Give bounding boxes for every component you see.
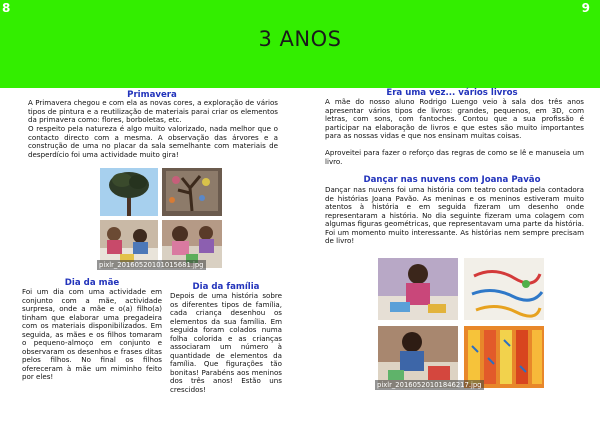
joana-paragraph: Dançar nas nuvens foi uma história com teatro contada pela contadora de histórias Joana Pavão. As meninas e os meninos estiveram muito atentos à história e em seguida fizeram um desenho onde representaram a história. No dia seguinte fizeram uma colagem com algumas figuras geométricas, que representavam uma parte da história. Foi um momento muito interessante. As histórias nem sempre precisam de livro! (325, 185, 584, 245)
livros-heading: Era uma vez... vários livros (386, 88, 518, 98)
page-number-right: 9 (581, 1, 590, 15)
livros-paragraph-2: Aproveitei para fazer o reforço das regras de como se lê e manuseia um livro. (325, 148, 584, 166)
joana-photo-collage (378, 258, 544, 388)
primavera-paragraph-2: O respeito pela natureza é algo muito valorizado, nada melhor que o contacto directo com a mesma. A observação das árvores e a construção de uma no placar da sala semelhante com materiais de desperdício foi uma actividade muito gira! (28, 124, 278, 159)
photo-drawings (464, 258, 544, 320)
photo-tree (100, 168, 158, 216)
primavera-photo-caption: pixlr_20160520101015681.jpg (99, 261, 204, 269)
primavera-paragraph-1: A Primavera chegou e com ela as novas cores, a exploração de vários tipos de pintura e a reutilização de materiais parai criar os elementos da primavera como: flores, borboletas, etc. (28, 98, 278, 124)
joana-heading: Dançar nas nuvens com Joana Pavão (363, 175, 541, 185)
dia-mae-paragraph: Foi um dia com uma actividade em conjunto com a mãe, actividade surpresa, onde a mãe e o(a) filho(a) tinham que elaborar uma pregadeira com os materiais disponibilizados. Em seguida, as mães e os filhos tomaram o pequeno-almoço em conjunto e observaram os desenhos e frases ditas pelos filhos. No final os filhos ofereceram à mãe um miminho feito por eles! (22, 287, 162, 381)
photo-colored-shapes (464, 326, 544, 388)
joana-photo-caption: pixlr_20160520101846217.jpg (377, 381, 482, 389)
page-number-left: 8 (2, 1, 11, 15)
primavera-heading: Primavera (127, 90, 177, 100)
dia-familia-paragraph: Depois de uma história sobre os diferentes tipos de família, cada criança desenhou os elementos da sua família. Em seguida foram colados numa folha colorida e as crianças associaram um número à quantidade de elementos da família. Que figurações tão bonitas! Parabéns aos meninos dos três anos! Estão uns crescidos! (170, 291, 282, 394)
dia-familia-heading: Dia da família (192, 282, 260, 292)
header-banner (0, 0, 600, 88)
photo-girl-drawing (378, 258, 458, 320)
primavera-photo-collage (100, 168, 222, 268)
page-title: 3 ANOS (258, 27, 342, 51)
photo-child-gluing (378, 326, 458, 388)
livros-paragraph-1: A mãe do nosso aluno Rodrigo Luengo veio à sala dos três anos apresentar vários tipos de livros: grandes, pequenos, em 3D, com letras, com sons, com fantoches. Contou que a sua profissão é participar na elaboração de livros e que estes são muito importantes para as nossas vidas e que nos ensinam muitas coisas. (325, 97, 584, 140)
photo-placard (162, 168, 222, 216)
dia-mae-heading: Dia da mãe (64, 278, 120, 288)
